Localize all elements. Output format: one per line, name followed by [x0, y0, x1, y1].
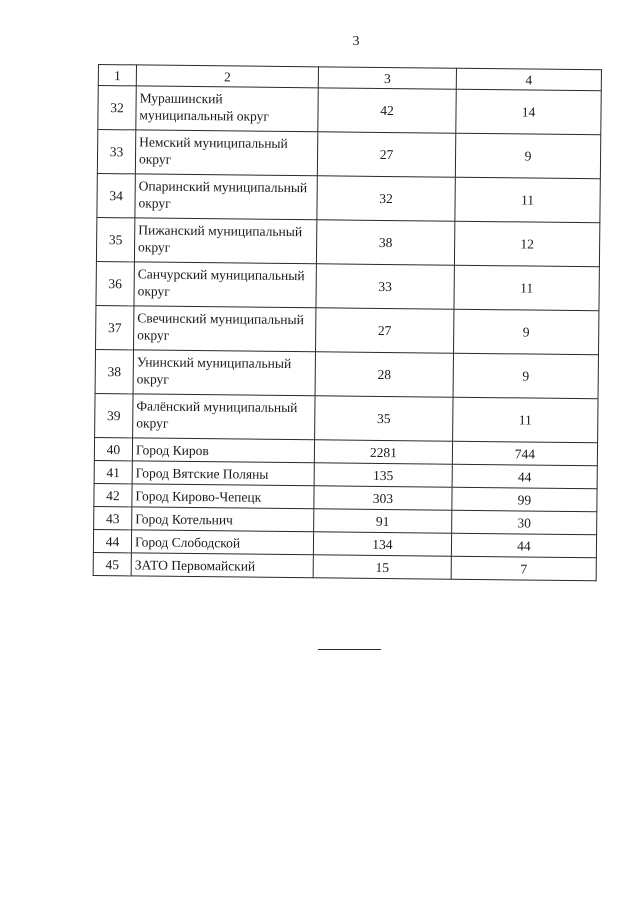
value-col4: 44 — [451, 533, 596, 558]
table-row — [95, 349, 598, 398]
data-table — [93, 64, 602, 581]
table-row — [98, 86, 601, 135]
municipality-name: Мурашинский муниципальный округ — [136, 86, 318, 132]
row-number: 39 — [95, 393, 133, 437]
value-col3: 91 — [314, 509, 452, 533]
row-number: 45 — [93, 552, 131, 575]
municipality-name: Немский муниципальный округ — [135, 130, 317, 176]
page-number: 3 — [352, 34, 360, 49]
value-col3: 35 — [315, 396, 453, 441]
table-row — [97, 173, 600, 222]
row-number: 42 — [94, 483, 132, 506]
value-col4: 9 — [453, 309, 598, 355]
row-number: 44 — [93, 529, 131, 552]
value-col3: 135 — [314, 463, 452, 487]
table-row — [96, 305, 599, 354]
row-number: 40 — [94, 437, 132, 460]
municipality-name: Пижанский муниципальный округ — [134, 218, 316, 264]
value-col4: 99 — [452, 487, 597, 512]
column-header: 2 — [136, 65, 318, 88]
column-header: 1 — [98, 65, 136, 86]
municipality-name: Фалёнский муниципальный округ — [133, 394, 315, 440]
municipality-name: Город Вятские Поляны — [132, 461, 314, 486]
value-col3: 2281 — [314, 440, 452, 464]
value-col3: 32 — [317, 176, 455, 221]
table-row — [96, 217, 599, 266]
value-col3: 42 — [318, 88, 456, 133]
row-number: 32 — [98, 86, 136, 130]
municipality-name: Опаринский муниципальный округ — [135, 174, 317, 220]
row-number: 38 — [95, 349, 133, 393]
municipality-name: Свечинский муниципальный округ — [134, 306, 316, 352]
municipality-name: Город Киров — [132, 438, 314, 463]
value-col3: 27 — [315, 308, 453, 353]
value-col4: 11 — [453, 397, 598, 443]
value-col4: 44 — [452, 464, 597, 489]
value-col4: 12 — [454, 221, 599, 267]
table-row — [95, 393, 598, 442]
value-col3: 28 — [315, 352, 453, 397]
municipality-name: ЗАТО Первомайский — [131, 553, 313, 578]
municipality-name: Унинский муниципальный округ — [133, 350, 315, 396]
municipality-name: Город Слободской — [131, 530, 313, 555]
value-col3: 134 — [313, 532, 451, 556]
value-col4: 7 — [451, 556, 596, 581]
value-col4: 11 — [455, 177, 600, 223]
value-col3: 38 — [316, 220, 454, 265]
value-col3: 303 — [314, 486, 452, 510]
column-header: 3 — [318, 67, 456, 89]
row-number: 43 — [94, 506, 132, 529]
data-table-container — [93, 64, 601, 581]
row-number: 34 — [97, 173, 135, 217]
table-row — [93, 552, 596, 580]
municipality-name: Санчурский муниципальный округ — [134, 262, 316, 308]
value-col3: 27 — [317, 132, 455, 177]
row-number: 41 — [94, 460, 132, 483]
value-col4: 9 — [455, 133, 600, 179]
table-row — [97, 130, 600, 179]
value-col3: 15 — [313, 555, 451, 579]
row-number: 36 — [96, 261, 134, 305]
municipality-name: Город Кирово-Чепецк — [132, 484, 314, 509]
row-number: 35 — [96, 217, 134, 261]
value-col4: 14 — [456, 89, 601, 135]
column-header: 4 — [456, 68, 601, 91]
value-col4: 744 — [452, 441, 597, 466]
value-col4: 30 — [452, 510, 597, 535]
value-col4: 9 — [453, 353, 598, 399]
end-divider-line — [318, 649, 381, 650]
row-number: 37 — [96, 305, 134, 349]
value-col3: 33 — [316, 264, 454, 309]
value-col4: 11 — [454, 265, 599, 311]
municipality-name: Город Котельнич — [132, 507, 314, 532]
table-row — [96, 261, 599, 310]
row-number: 33 — [97, 130, 135, 174]
